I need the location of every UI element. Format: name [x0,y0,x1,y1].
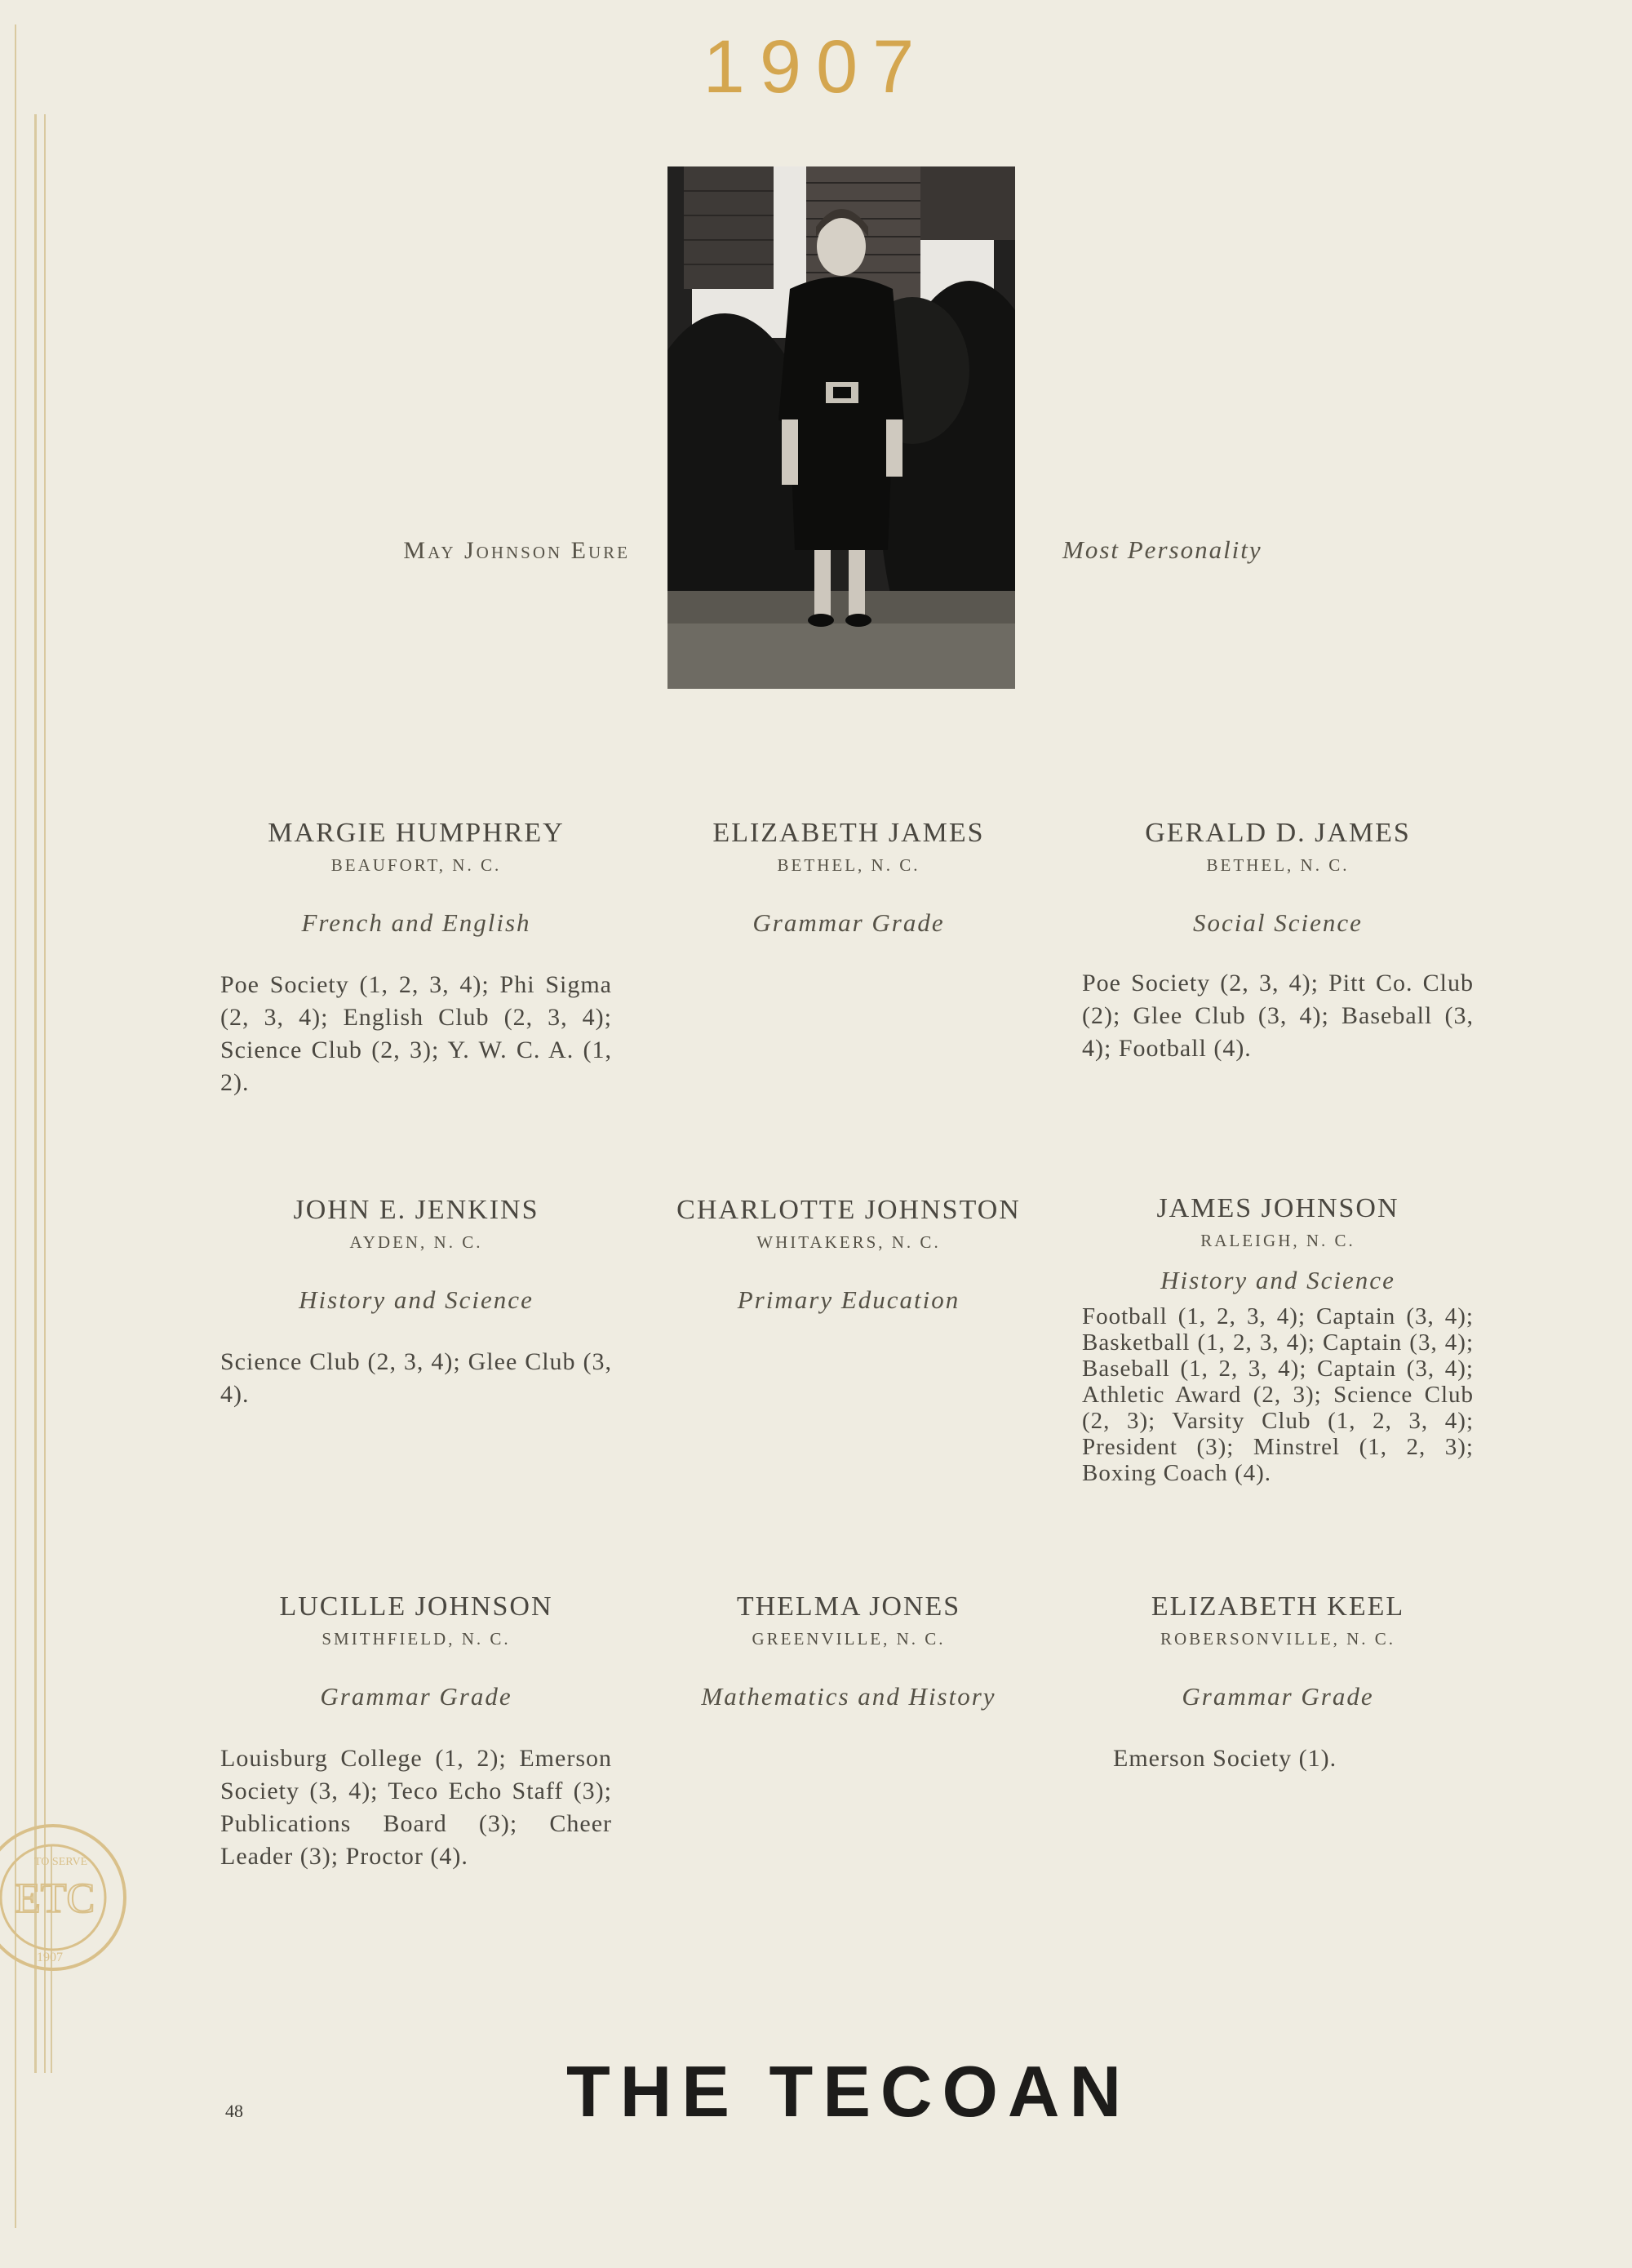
student-entry [1082,818,1474,1065]
student-entry [653,1195,1044,1315]
student-hometown: BETHEL, N. C. [777,855,920,875]
student-name: MARGIE HUMPHREY [268,818,565,848]
student-entry [220,818,612,1099]
student-activities: Louisburg College (1, 2); Emerson Society (3, 4); Teco Echo Staff (3); Publications Board (3); Cheer Leader (3); Proctor (4). [220,1745,612,1870]
student-major: Grammar Grade [320,1682,512,1711]
yearbook-title: THE TECOAN [566,2051,1131,2132]
student-entry [1082,1193,1474,1486]
student-hometown: BEAUFORT, N. C. [330,855,502,875]
student-activities: Emerson Society (1). [1113,1745,1337,1772]
student-hometown: GREENVILLE, N. C. [752,1629,946,1649]
student-entry [653,818,1044,938]
student-major: Social Science [1193,908,1363,937]
student-name: JAMES JOHNSON [1156,1193,1399,1223]
student-hometown: ROBERSONVILLE, N. C. [1160,1629,1396,1649]
border-line [34,114,37,2073]
student-major: Grammar Grade [1182,1682,1374,1711]
student-entry [653,1591,1044,1711]
student-hometown: AYDEN, N. C. [349,1232,483,1252]
student-name: ELIZABETH JAMES [712,818,985,848]
page-number: 48 [225,2101,243,2121]
student-hometown: SMITHFIELD, N. C. [322,1629,511,1649]
student-major: Primary Education [737,1285,960,1314]
student-hometown: RALEIGH, N. C. [1200,1231,1355,1250]
college-seal-icon [0,1808,139,1987]
header-year: 1907 [703,25,929,109]
svg-text:1907: 1907 [37,1951,63,1964]
student-entry [220,1591,612,1873]
student-major: French and English [301,908,531,937]
featured-student-name: May Johnson Eure [403,537,630,564]
student-name: LUCILLE JOHNSON [279,1591,553,1622]
student-major: History and Science [1160,1266,1395,1294]
student-major: Mathematics and History [701,1682,996,1711]
student-hometown: WHITAKERS, N. C. [756,1232,941,1252]
student-name: CHARLOTTE JOHNSTON [676,1195,1021,1225]
student-activities: Poe Society (2, 3, 4); Pitt Co. Club (2); Glee Club (3, 4); Baseball (3, 4); Football (4). [1082,970,1474,1062]
student-entry [220,1195,612,1411]
student-name: GERALD D. JAMES [1145,818,1411,848]
student-activities: Poe Society (1, 2, 3, 4); Phi Sigma (2, 3, 4); English Club (2, 3, 4); Science Club (2, 3); Y. W. C. A. (1, 2). [220,971,612,1096]
student-hometown: BETHEL, N. C. [1206,855,1350,875]
student-major: History and Science [299,1285,534,1314]
featured-superlative: Most Personality [1062,535,1262,564]
student-activities: Football (1, 2, 3, 4); Captain (3, 4); Basketball (1, 2, 3, 4); Captain (3, 4); Baseball (1, 2, 3, 4); Captain (3, 4); Athletic Award (2, 3); Science Club (2, 3); Varsity Club (1, 2, 3, 4); President (3); Minstrel (1, 2, 3); Boxing Coach (4). [1082,1303,1474,1486]
student-name: ELIZABETH KEEL [1151,1591,1405,1622]
student-major: Grammar Grade [752,908,945,937]
svg-text:ETC: ETC [15,1875,95,1922]
student-name: JOHN E. JENKINS [293,1195,539,1225]
student-activities: Science Club (2, 3, 4); Glee Club (3, 4). [220,1348,612,1408]
student-photo [667,166,1015,689]
student-entry [1082,1591,1474,1775]
student-name: THELMA JONES [736,1591,961,1622]
border-line [44,114,46,2073]
svg-text:TO SERVE: TO SERVE [34,1856,88,1868]
